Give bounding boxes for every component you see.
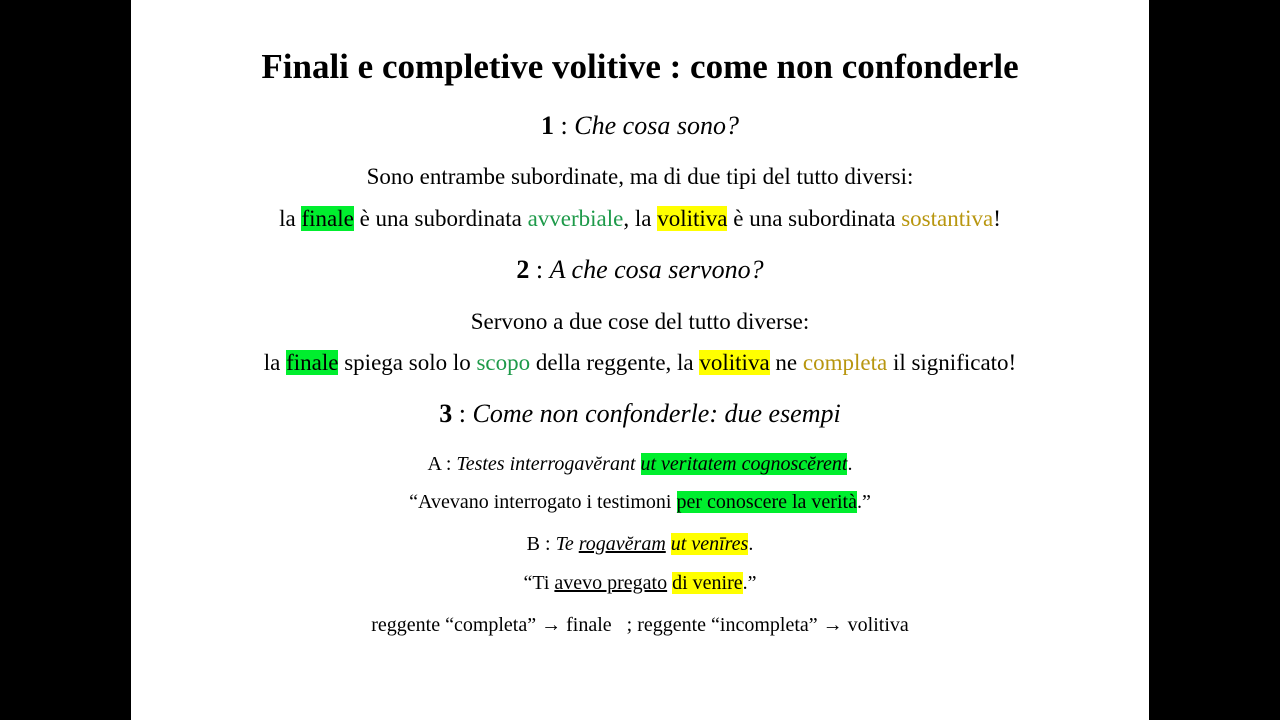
page-title: Finali e completive volitive : come non confonderle xyxy=(261,47,1019,86)
volitiva-highlight: volitiva xyxy=(657,206,728,231)
section3-heading: 3 : Come non confonderle: due esempi xyxy=(439,399,841,428)
section-question: Che cosa sono? xyxy=(574,111,739,140)
avverbiale-word: avverbiale xyxy=(527,206,624,231)
scopo-word: scopo xyxy=(476,350,531,375)
translation-a-highlight: per conoscere la verità xyxy=(676,491,857,513)
example-a: A : Testes interrogavĕrant ut veritatem cognoscĕrent. xyxy=(427,453,853,475)
section1-heading: 1 : Che cosa sono? xyxy=(541,111,739,140)
section-number: 1 xyxy=(541,111,555,140)
sostantiva-word: sostantiva xyxy=(901,206,994,231)
translation-b: “Ti avevo pregato di venire.” xyxy=(523,572,757,594)
example-b-verb: rogavĕram xyxy=(578,533,666,555)
translation-b-verb: avevo pregato xyxy=(554,572,668,594)
section2-line1: Servono a due cose del tutto diverse: xyxy=(470,309,810,334)
section1-line2: la finale è una subordinata avverbiale, la volitiva è una subordinata sostantiva! xyxy=(279,206,1001,231)
slide xyxy=(131,0,1149,720)
section-question: A che cosa servono? xyxy=(549,255,764,284)
section1-line1: Sono entrambe subordinate, ma di due tipi del tutto diversi: xyxy=(366,164,914,189)
translation-b-highlight: di venire xyxy=(672,572,743,594)
section-question: Come non confonderle: due esempi xyxy=(472,399,841,428)
translation-a: “Avevano interrogato i testimoni per conoscere la verità.” xyxy=(409,491,871,513)
example-b-volitive-clause: ut venīres xyxy=(670,533,749,555)
example-b: B : Te rogavĕram ut venīres. xyxy=(526,533,754,555)
section2-heading: 2 : A che cosa servono? xyxy=(516,255,764,284)
finale-highlight: finale xyxy=(286,350,339,375)
volitiva-highlight: volitiva xyxy=(699,350,770,375)
finale-highlight: finale xyxy=(301,206,354,231)
section-number: 3 xyxy=(439,399,453,428)
section2-line2: la finale spiega solo lo scopo della reggente, la volitiva ne completa il significato! xyxy=(263,350,1017,375)
rule-summary: reggente “completa” → finale ; reggente “incompleta” → volitiva xyxy=(371,614,909,636)
example-a-final-clause: ut veritatem cognoscĕrent xyxy=(640,453,848,475)
section-number: 2 xyxy=(516,255,530,284)
completa-word: completa xyxy=(802,350,888,375)
